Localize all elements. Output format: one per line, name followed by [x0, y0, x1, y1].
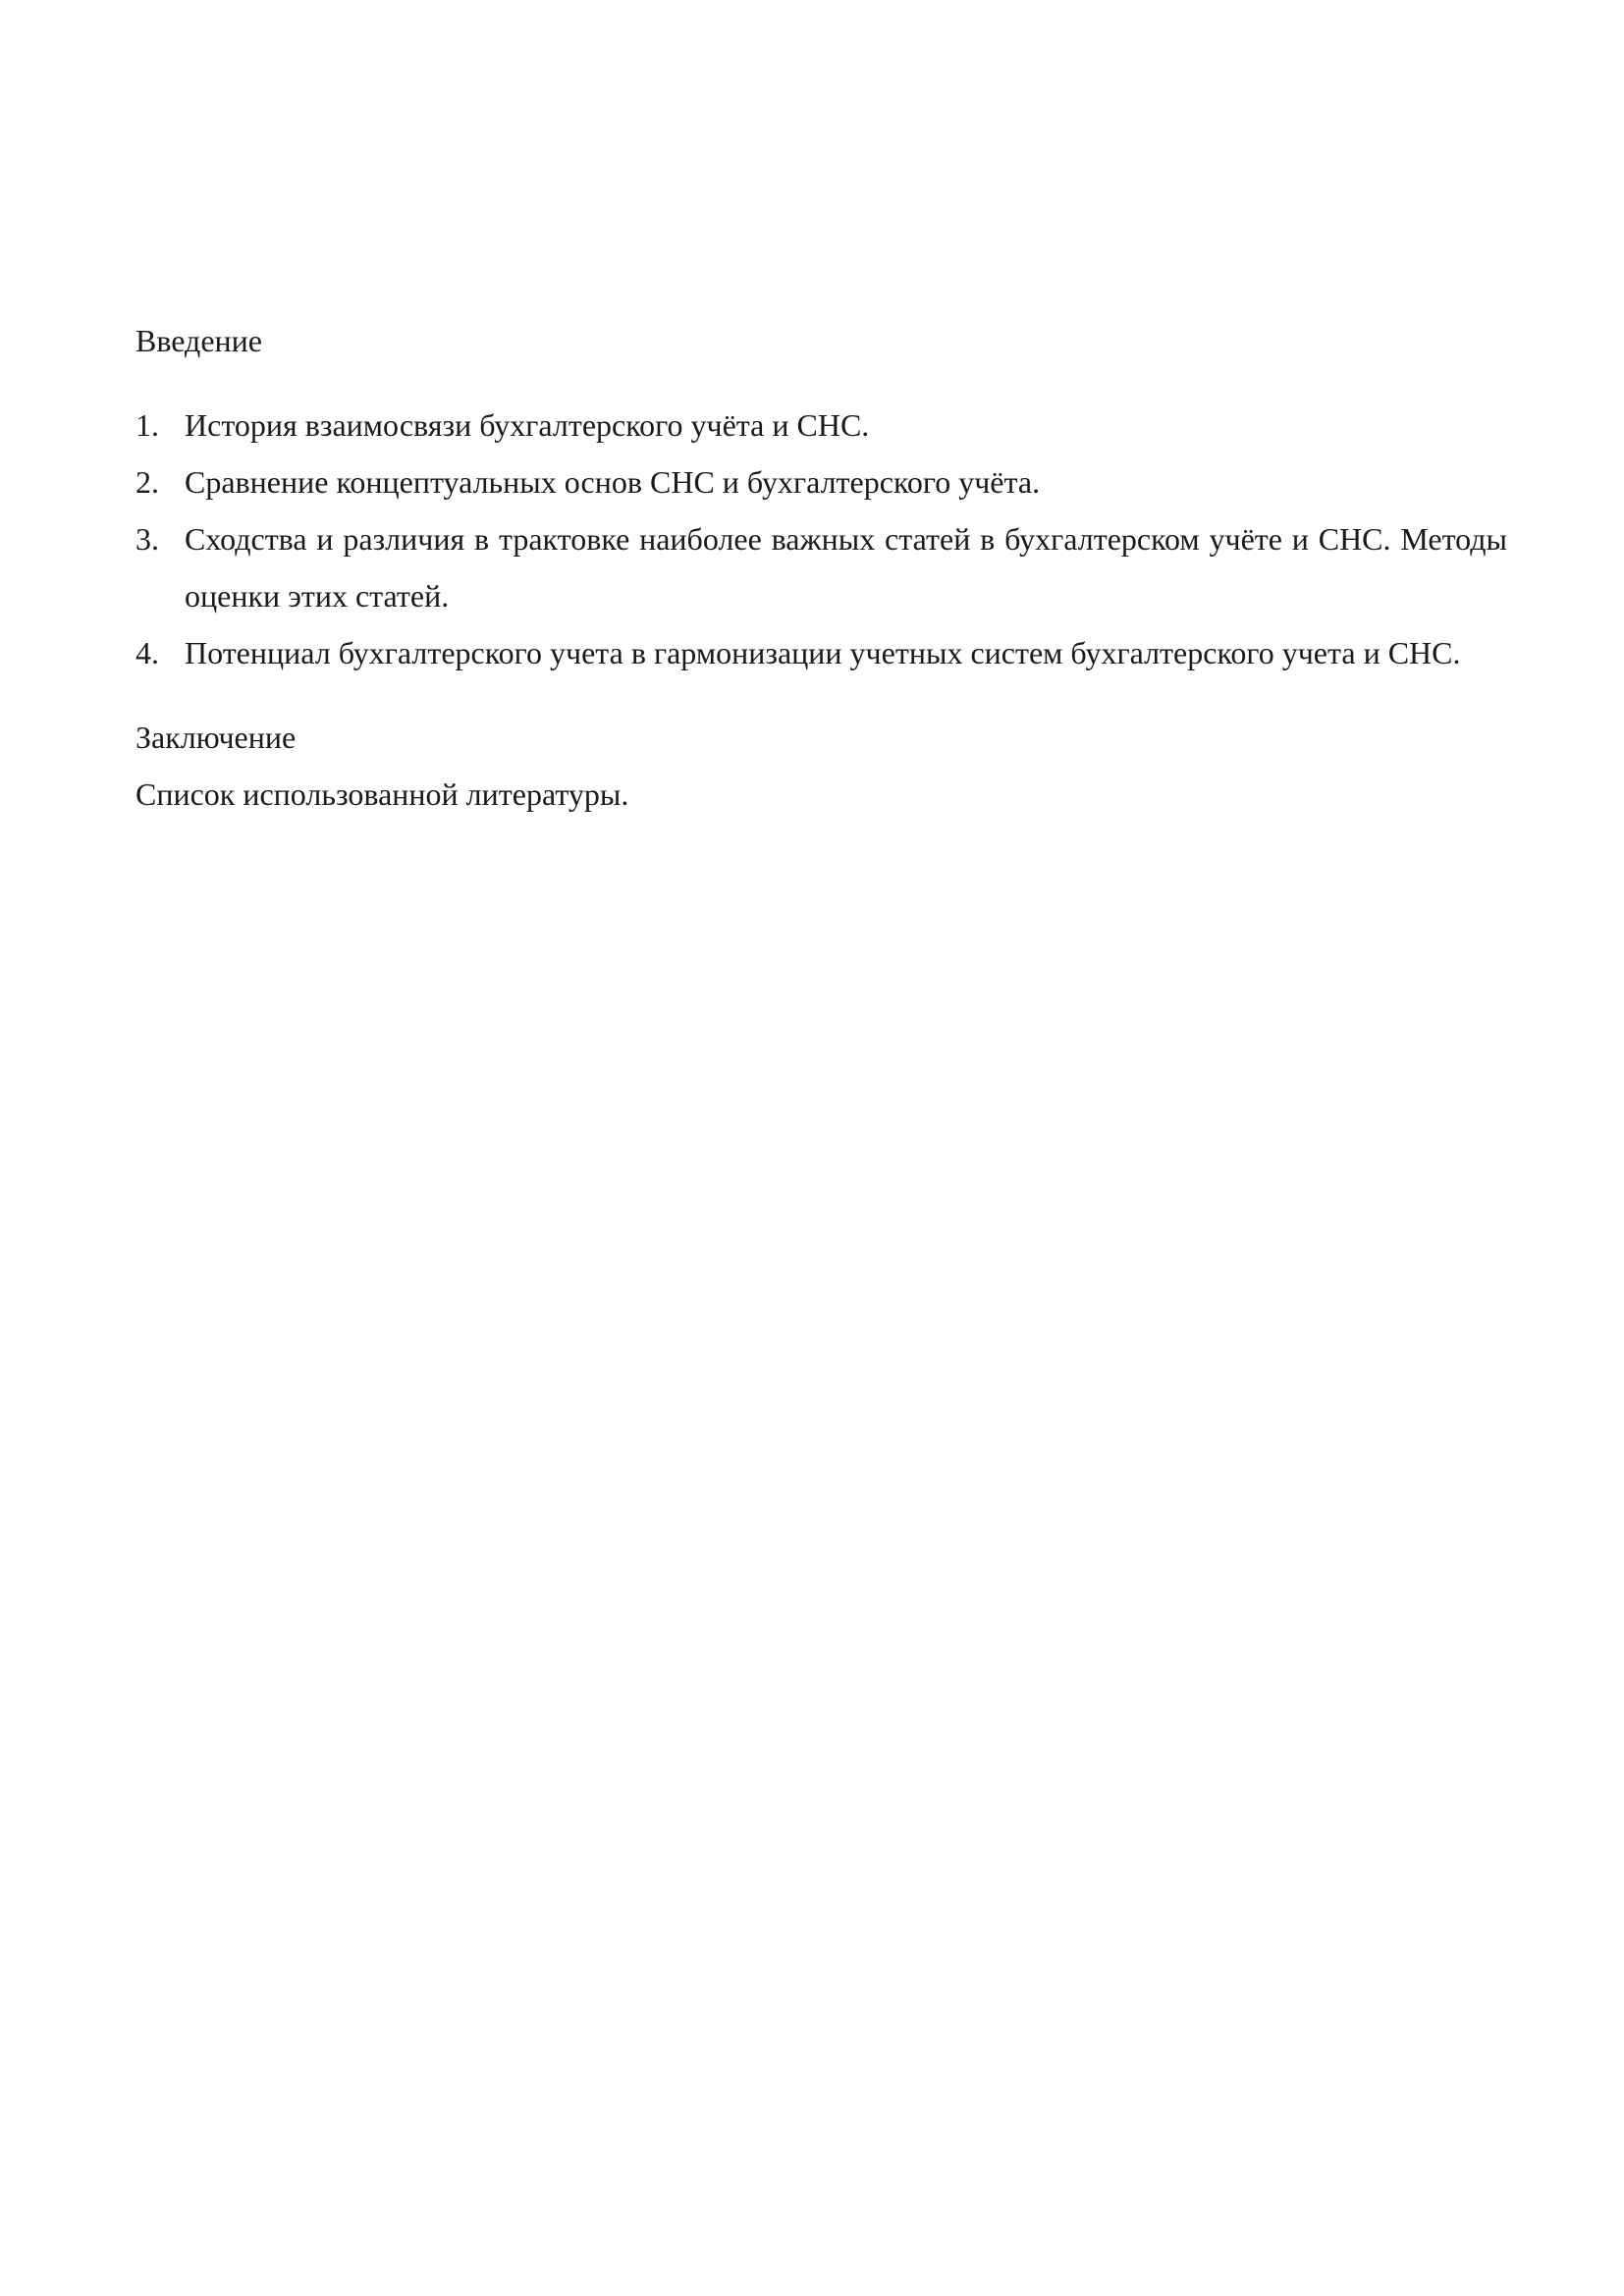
toc-item [135, 397, 1507, 454]
references-heading: Список использованной литературы. [135, 776, 629, 812]
toc-item-number: 2. [135, 464, 159, 500]
toc-item-number: 1. [135, 407, 159, 443]
toc-item [135, 624, 1507, 681]
intro-heading: Введение [135, 323, 262, 358]
toc-item [135, 454, 1507, 510]
toc-item-text: Сходства и различия в трактовке наиболее важных статей в бухгалтерском учёте и СНС. Методы оценки этих статей. [185, 521, 1507, 614]
toc-item-number: 4. [135, 635, 159, 670]
toc-list [135, 397, 1507, 681]
toc-item [135, 510, 1507, 624]
toc-item-number: 3. [135, 521, 159, 557]
toc-item-text: Потенциал бухгалтерского учета в гармонизации учетных систем бухгалтерского учета и СНС. [185, 635, 1461, 670]
table-of-contents [135, 312, 1507, 823]
toc-item-text: Сравнение концептуальных основ СНС и бухгалтерского учёта. [185, 464, 1041, 500]
toc-item-text: История взаимосвязи бухгалтерского учёта и СНС. [185, 407, 870, 443]
conclusion-heading: Заключение [135, 720, 297, 755]
